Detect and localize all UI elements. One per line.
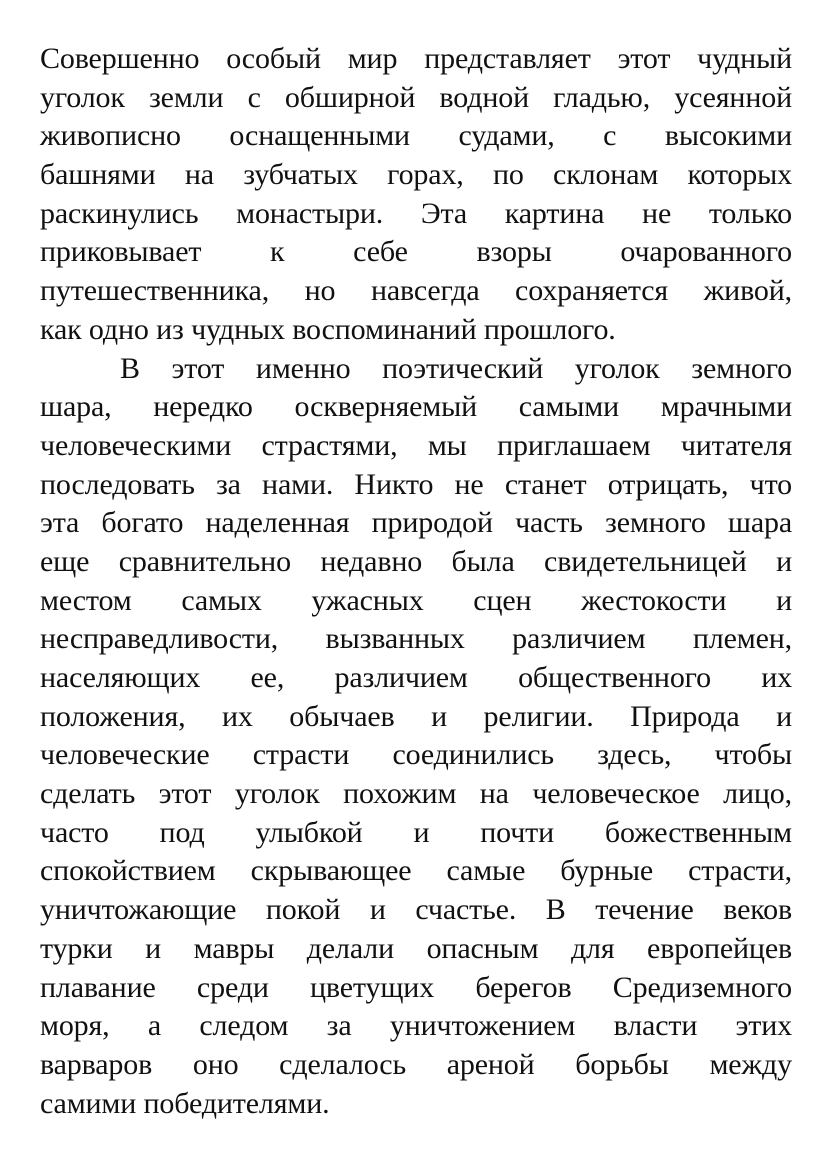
text-line: уничтожающие покой и счастье. В течение веков (40, 893, 792, 927)
text-line: уголок земли с обширной водной гладью, усеянной (40, 80, 792, 114)
text-line: живописно оснащенными судами, с высокими (40, 119, 792, 153)
text-line: последовать за нами. Никто не станет отрицать, что (40, 467, 792, 501)
text-line: путешественника, но навсегда сохраняется живой, (40, 274, 792, 308)
text-line: плавание среди цветущих берегов Средиземного (40, 970, 792, 1004)
text-line: населяющих ее, различием общественного их (40, 661, 792, 694)
text-line: Совершенно особый мир представляет этот чудный (40, 42, 792, 75)
document-page (40, 40, 792, 1123)
text-line: положения, их обычаев и религии. Природа и (40, 699, 792, 733)
text-line: сделать этот уголок похожим на человеческое лицо, (40, 777, 792, 811)
text-line: часто под улыбкой и почти божественным (40, 815, 792, 849)
text-line: как одно из чудных воспоминаний прошлого. (40, 312, 616, 346)
text-line: варваров оно сделалось ареной борьбы между (40, 1047, 792, 1081)
text-line: раскинулись монастыри. Эта картина не только (40, 196, 792, 230)
text-line: шара, нередко оскверняемый самыми мрачными (40, 390, 792, 424)
text-line: турки и мавры делали опасным для европейцев (40, 931, 792, 965)
text-line: приковывает к себе взоры очарованного (40, 235, 792, 269)
text-line: еще сравнительно недавно была свидетельницей и (40, 544, 792, 578)
text-line: В этот именно поэтический уголок земного (120, 351, 792, 385)
text-line: местом самых ужасных сцен жестокости и (40, 583, 792, 617)
text-line: спокойствием скрывающее самые бурные страсти, (40, 854, 792, 888)
paragraph-1 (40, 40, 792, 350)
text-line: самими победителями. (40, 1086, 330, 1120)
text-line: моря, а следом за уничтожением власти этих (40, 1009, 792, 1043)
paragraph-2 (40, 350, 792, 1124)
text-line: несправедливости, вызванных различием племен, (40, 622, 792, 656)
text-line: башнями на зубчатых горах, по склонам которых (40, 158, 792, 192)
text-line: эта богато наделенная природой часть земного шара (40, 506, 792, 540)
text-line: человеческими страстями, мы приглашаем читателя (40, 428, 792, 462)
text-line: человеческие страсти соединились здесь, чтобы (40, 738, 792, 772)
